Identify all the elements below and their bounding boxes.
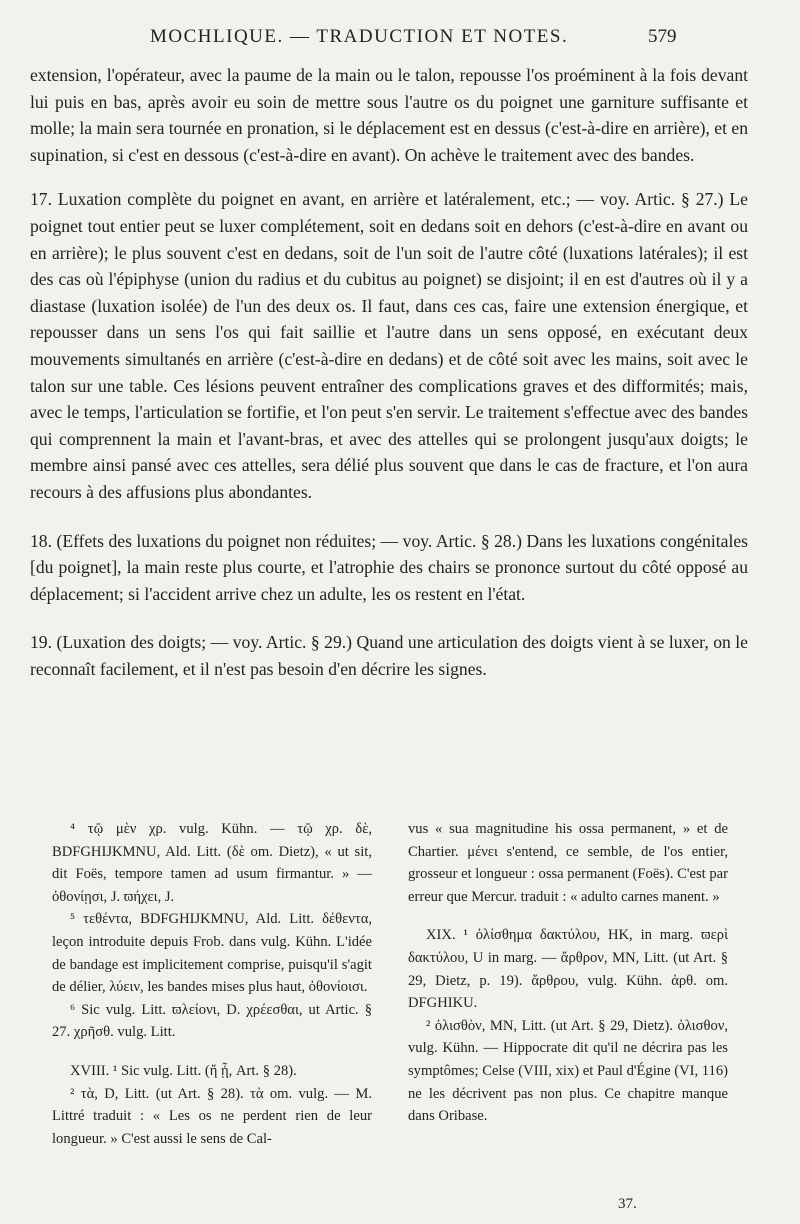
paragraph-19: 19. (Luxation des doigts; — voy. Artic. § 29.) Quand une articulation des doigts vient à se luxer, on le reconnaît facilement, et il n'est pas besoin d'en décrire les signes. [30,632,748,679]
page-header [0,22,800,58]
footnotes [52,818,728,1150]
main-text [30,62,748,682]
footnote: ⁵ τεθέντα, BDFGHIJKMNU, Ald. Litt. δέθεντα, leçon introduite depuis Frob. dans vulg. Kühn. L'idée de bandage est implicitement comprise, puisqu'il s'agit de délier, λύειν, les bandes mises plus haut, ὀθονίοισι. [52,911,372,996]
footnotes-left-column [52,818,372,1150]
footnote-section-xix: XIX. ¹ ὀλίσθημα δακτύλου, HK, in marg. ϖερὶ δακτύλου, U in marg. — ἄρθρον, MN, Litt. (ut Art. § 29, Dietz, p. 19). ἄρθρου, vulg. Kühn. ἀρθ. om. DFGHIKU. [408,927,728,1012]
footnotes-right-column [408,818,728,1150]
paragraph-continuation: extension, l'opérateur, avec la paume de la main ou le talon, repousse l'os proéminent à la fois devant lui puis en bas, après avoir eu soin de mettre sous l'autre os du poignet une garniture suffisante et molle; la main sera tournée en pronation, si le déplacement est en dessus (c'est-à-dire en arrière), et en supination, si c'est en dessous (c'est-à-dire en avant). On achève le traitement avec des bandes. [30,65,748,165]
page-number: 579 [648,26,677,47]
footnote-continuation: vus « sua magnitudine his ossa permanent, » et de Chartier. μένει s'entend, ce semble, de l'os entier, grosseur et longueur : ossa permanent (Foës). C'est par erreur que Mercur. traduit : « adulto carnes manent. » [408,821,728,905]
paragraph-17: 17. Luxation complète du poignet en avant, en arrière et latéralement, etc.; — voy. Artic. § 27.) Le poignet tout entier peut se luxer complétement, soit en dedans soit en dehors (c'est-à-dire en avant ou en arrière); le plus souvent c'est en dedans, soit de l'un soit de l'autre côté (luxations latérales); il est des cas où l'épiphyse (union du radius et du cubitus au poignet) se disjoint; il en est d'autres où il y a diastase (luxation isolée) de l'un des deux os. Il faut, dans ces cas, faire une extension énergique, et repousser dans un sens l'os qui fait saillie et l'autre dans un sens opposé, en exécutant deux mouvements simultanés en arrière (c'est-à-dire en dedans) et de côté soit avec les mains, soit avec le talon sur une table. Ces lésions peuvent entraîner des complications graves et des difformités; mais, avec le temps, l'articulation se fortifie, et l'on peut s'en servir. Le traitement s'effectue avec des bandes qui comprennent la main et l'avant-bras, et avec des attelles qui se prolongent jusqu'aux doigts; le membre ainsi pansé avec ces attelles, sera délié plus souvent que dans le cas de fracture, et l'on aura recours à des affusions plus abondantes. [30,189,748,502]
footnote: ⁶ Sic vulg. Litt. ϖλείονι, D. χρέεσθαι, ut Artic. § 27. χρῆσθ. vulg. Litt. [52,1001,372,1041]
footnote-section-xviii: XVIII. ¹ Sic vulg. Litt. (ἤ ᾖ, Art. § 28). [70,1062,297,1079]
paragraph-18: 18. (Effets des luxations du poignet non réduites; — voy. Artic. § 28.) Dans les luxations congénitales [du poignet], la main reste plus courte, et l'atrophie des chairs se prononce surtout du côté opposé au déplacement; si l'accident arrive chez un adulte, les os restent en l'état. [30,530,748,604]
signature-mark: 37. [618,1196,637,1212]
footnote: ⁴ τῷ μὲν χρ. vulg. Kühn. — τῷ χρ. δὲ, BDFGHIJKMNU, Ald. Litt. (δὲ om. Dietz), « ut sit, dit Foës, tempore tamen ad usum firmantur. » — ὀθονίῃσι, J. ϖήχει, J. [52,821,372,905]
footnote: ² ὀλισθὸν, MN, Litt. (ut Art. § 29, Dietz). ὀλισθον, vulg. Kühn. — Hippocrate dit qu'il ne décrira pas les symptômes; Celse (VIII, xix) et Paul d'Égine (VI, 116) ne les décrivent pas non plus. Ce chapitre manque dans Oribase. [408,1017,728,1125]
running-head: MOCHLIQUE. — TRADUCTION ET NOTES. [150,26,569,47]
footnote: ² τὰ, D, Litt. (ut Art. § 28). τὰ om. vulg. — M. Littré traduit : « Les os ne perdent rien de leur longueur. » C'est aussi le sens de Cal- [52,1085,372,1147]
